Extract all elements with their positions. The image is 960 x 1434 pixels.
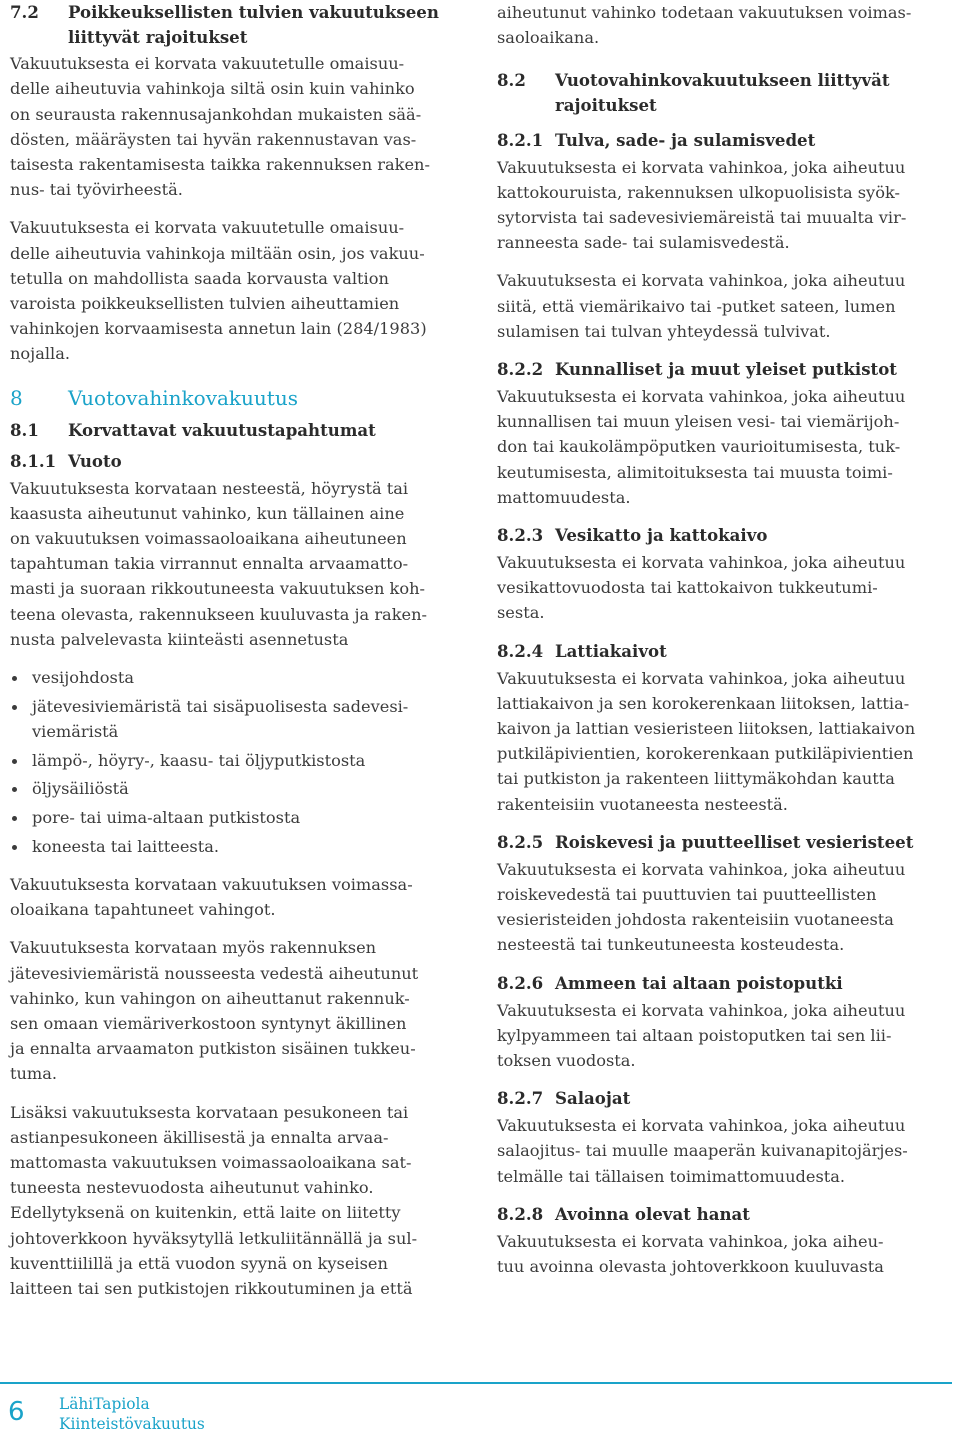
section-heading bbox=[497, 128, 952, 153]
section-number: 8.2.2 bbox=[497, 359, 544, 380]
section-title: Vesikatto ja kattokaivo bbox=[555, 525, 768, 546]
section-8-2-2 bbox=[497, 357, 952, 510]
section-8-2-4 bbox=[497, 639, 952, 817]
section-number: 7.2 bbox=[10, 2, 39, 22]
bullet-icon bbox=[12, 676, 17, 681]
section-number: 8 bbox=[10, 385, 23, 410]
paragraph: Vakuutuksesta ei korvata vahinkoa, joka aiheu- tuu avoinna olevasta johtoverkkoon kuuluvasta bbox=[497, 1231, 884, 1277]
left-column bbox=[10, 0, 465, 1314]
section-number: 8.2.3 bbox=[497, 525, 544, 546]
section-8-2-1 bbox=[497, 128, 952, 344]
section-title: Korvattavat vakuutustapahtumat bbox=[68, 419, 376, 440]
section-8-2-3 bbox=[497, 523, 952, 626]
section-title: Vuoto bbox=[68, 450, 122, 471]
section-number: 8.2.4 bbox=[497, 640, 544, 661]
section-8-2-5 bbox=[497, 830, 952, 958]
bullet-icon bbox=[12, 705, 17, 710]
paragraph: Vakuutuksesta ei korvata vahinkoa, joka aiheutuu siitä, että viemärikaivo tai -putket sateen, lumen sulamisen tai tulvan yhteydessä tulvivat. bbox=[497, 271, 906, 341]
section-heading bbox=[497, 357, 952, 382]
section-number: 8.2.7 bbox=[497, 1088, 544, 1109]
section-8-2-heading bbox=[497, 68, 952, 117]
section-number: 8.2.8 bbox=[497, 1203, 544, 1224]
paragraph: Vakuutuksesta ei korvata vahinkoa, joka aiheutuu kylpyammeen tai altaan poistoputken tai sen lii- toksen vuodosta. bbox=[497, 1000, 906, 1071]
section-title: Poikkeuksellisten tulvien vakuutukseen liittyvät rajoitukset bbox=[68, 2, 439, 47]
bullet-list bbox=[10, 665, 465, 859]
bullet-icon bbox=[12, 787, 17, 792]
section-8-1-heading bbox=[10, 418, 465, 443]
paragraph: Vakuutuksesta ei korvata vahinkoa, joka aiheutuu vesikattovuodosta tai kattokaivon tukkeutumi- sesta. bbox=[497, 553, 906, 623]
paragraph: aiheutunut vahinko todetaan vakuutuksen voimas- saoloaikana. bbox=[497, 3, 912, 48]
paragraph: Vakuutuksesta korvataan nesteestä, höyrystä tai kaasusta aiheutunut vahinko, kun tällainen aine on vakuutuksen voimassaoloaikana aiheutuneen tapahtuman takia virrannut ennalta arvaamatto- masti ja suoraan rikkoutuneesta vakuutuksen koh- teena olevasta, rakennukseen kuuluvasta ja raken- nusta palvelevasta kiinteästi asennetusta bbox=[10, 478, 427, 649]
bullet-icon bbox=[12, 759, 17, 764]
paragraph: Vakuutuksesta ei korvata vahinkoa, joka aiheutuu lattiakaivon ja sen korokerenkaan liitoksen, lattia- kaivon ja lattian vesieristeen liitoksen, lattiakaivon putkiläpivientien, korokerenkaan putkiläpivientien tai putkiston ja rakenteen liittymäkohdan kautta rakenteisiin vuotaneesta nesteestä. bbox=[497, 668, 916, 814]
paragraph: Vakuutuksesta ei korvata vahinkoa, joka aiheutuu kattokouruista, rakennuksen ulkopuolisista syök- sytorvista tai sadevesiviemäreistä tai muualta vir- ranneesta sade- tai sulamisvedestä. bbox=[497, 157, 907, 253]
paragraph: Vakuutuksesta ei korvata vahinkoa, joka aiheutuu salaojitus- tai muulle maaperän kuivanapitojärjes- telmälle tai tällaisen toimimattomuudesta. bbox=[497, 1116, 908, 1186]
paragraph: Lisäksi vakuutuksesta korvataan pesukoneen tai astianpesukoneen äkillisestä ja ennalta arvaa- mattomasta vakuutuksen voimassaoloaikana sat- tuneesta nestevuodosta aiheutunut vahinko. Edellytyksenä on kuitenkin, että laite on liitetty johtoverkkoon hyväksytyllä letkuliitännällä ja sul- kuventtiilillä ja että vuodon syynä on kyseisen laitteen tai sen putkistojen rikkoutuminen ja että bbox=[10, 1102, 418, 1299]
section-title: Roiskevesi ja puutteelliset vesieristeet bbox=[555, 831, 914, 852]
section-heading bbox=[497, 830, 952, 855]
section-number: 8.1 bbox=[10, 419, 39, 440]
footer-divider bbox=[0, 1382, 952, 1384]
section-8-2-7 bbox=[497, 1086, 952, 1189]
paragraph: Vakuutuksesta ei korvata vakuutetulle omaisuu- delle aiheutuvia vahinkoja miltään osin, jos vakuu- tetulla on mahdollista saada korvausta valtion varoista poikkeuksellisten tulvien aiheuttamien vahinkojen korvaamisesta annetun lain (284/1983) nojalla. bbox=[10, 218, 427, 364]
section-8-2-6 bbox=[497, 971, 952, 1074]
section-title: Tulva, sade- ja sulamisvedet bbox=[555, 129, 816, 150]
section-title: Lattiakaivot bbox=[555, 640, 667, 661]
section-heading bbox=[497, 1086, 952, 1111]
section-title: Vuotovahinkovakuutus bbox=[68, 385, 298, 410]
list-item: lämpö-, höyry-, kaasu- tai öljyputkistosta bbox=[10, 748, 465, 773]
section-number: 8.1.1 bbox=[10, 450, 57, 471]
brand-name: LähiTapiola bbox=[59, 1395, 150, 1413]
section-7-2-heading bbox=[10, 0, 465, 49]
section-title: Kunnalliset ja muut yleiset putkistot bbox=[555, 359, 897, 380]
section-8-1-1-heading bbox=[10, 449, 465, 474]
list-item: vesijohdosta bbox=[10, 665, 465, 690]
section-title: Vuotovahinkovakuutukseen liittyvät rajoitukset bbox=[555, 70, 890, 115]
section-title: Salaojat bbox=[555, 1088, 631, 1109]
section-heading bbox=[497, 523, 952, 548]
section-title: Avoinna olevat hanat bbox=[555, 1203, 750, 1224]
list-item: öljysäiliöstä bbox=[10, 776, 465, 801]
brand-logo-text bbox=[59, 1394, 205, 1434]
section-number: 8.2.6 bbox=[497, 972, 544, 993]
section-number: 8.2 bbox=[497, 70, 526, 91]
list-item: pore- tai uima-altaan putkistosta bbox=[10, 805, 465, 830]
brand-subtitle: Kiinteistövakuutus bbox=[59, 1415, 205, 1433]
paragraph: Vakuutuksesta ei korvata vakuutetulle omaisuu- delle aiheutuvia vahinkoja siltä osin kuin vahinko on seurausta rakennusajankohdan mukaisten sää- dösten, määräysten tai hyvän rakennustavan vas- taisesta rakentamisesta taikka rakennuksen raken- nus- tai työvirheestä. bbox=[10, 54, 430, 200]
right-column bbox=[497, 0, 952, 1292]
section-number: 8.2.5 bbox=[497, 831, 544, 852]
section-title: Ammeen tai altaan poistoputki bbox=[555, 972, 843, 993]
list-item: koneesta tai laitteesta. bbox=[10, 834, 465, 859]
paragraph: Vakuutuksesta korvataan vakuutuksen voimassa- oloaikana tapahtuneet vahingot. bbox=[10, 874, 413, 920]
section-heading bbox=[497, 639, 952, 664]
bullet-icon bbox=[12, 816, 17, 821]
paragraph: Vakuutuksesta ei korvata vahinkoa, joka aiheutuu roiskevedestä tai puuttuvien tai puutteellisten vesieristeiden johdosta rakenteisiin vuotaneesta nesteestä tai tunkeutuneesta kosteudesta. bbox=[497, 859, 906, 955]
page-number: 6 bbox=[8, 1397, 25, 1427]
section-8-heading bbox=[10, 384, 465, 412]
section-heading bbox=[497, 1202, 952, 1227]
section-number: 8.2.1 bbox=[497, 129, 544, 150]
bullet-icon bbox=[12, 845, 17, 850]
section-heading bbox=[497, 971, 952, 996]
paragraph: Vakuutuksesta ei korvata vahinkoa, joka aiheutuu kunnallisen tai muun yleisen vesi- tai viemärijoh- don tai kaukolämpöputken vaurioitumisesta, tuk- keutumisesta, alimitoituksesta tai muusta toimi- mattomuudesta. bbox=[497, 387, 906, 507]
list-item: jätevesiviemäristä tai sisäpuolisesta sadevesi- viemäristä bbox=[10, 694, 465, 744]
paragraph: Vakuutuksesta korvataan myös rakennuksen jätevesiviemäristä nousseesta vedestä aiheutunut vahinko, kun vahingon on aiheuttanut rakennuk- sen omaan viemäriverkostoon syntynyt äkillinen ja ennalta arvaamaton putkiston sisäinen tukkeu- tuma. bbox=[10, 938, 419, 1084]
section-8-2-8 bbox=[497, 1202, 952, 1279]
